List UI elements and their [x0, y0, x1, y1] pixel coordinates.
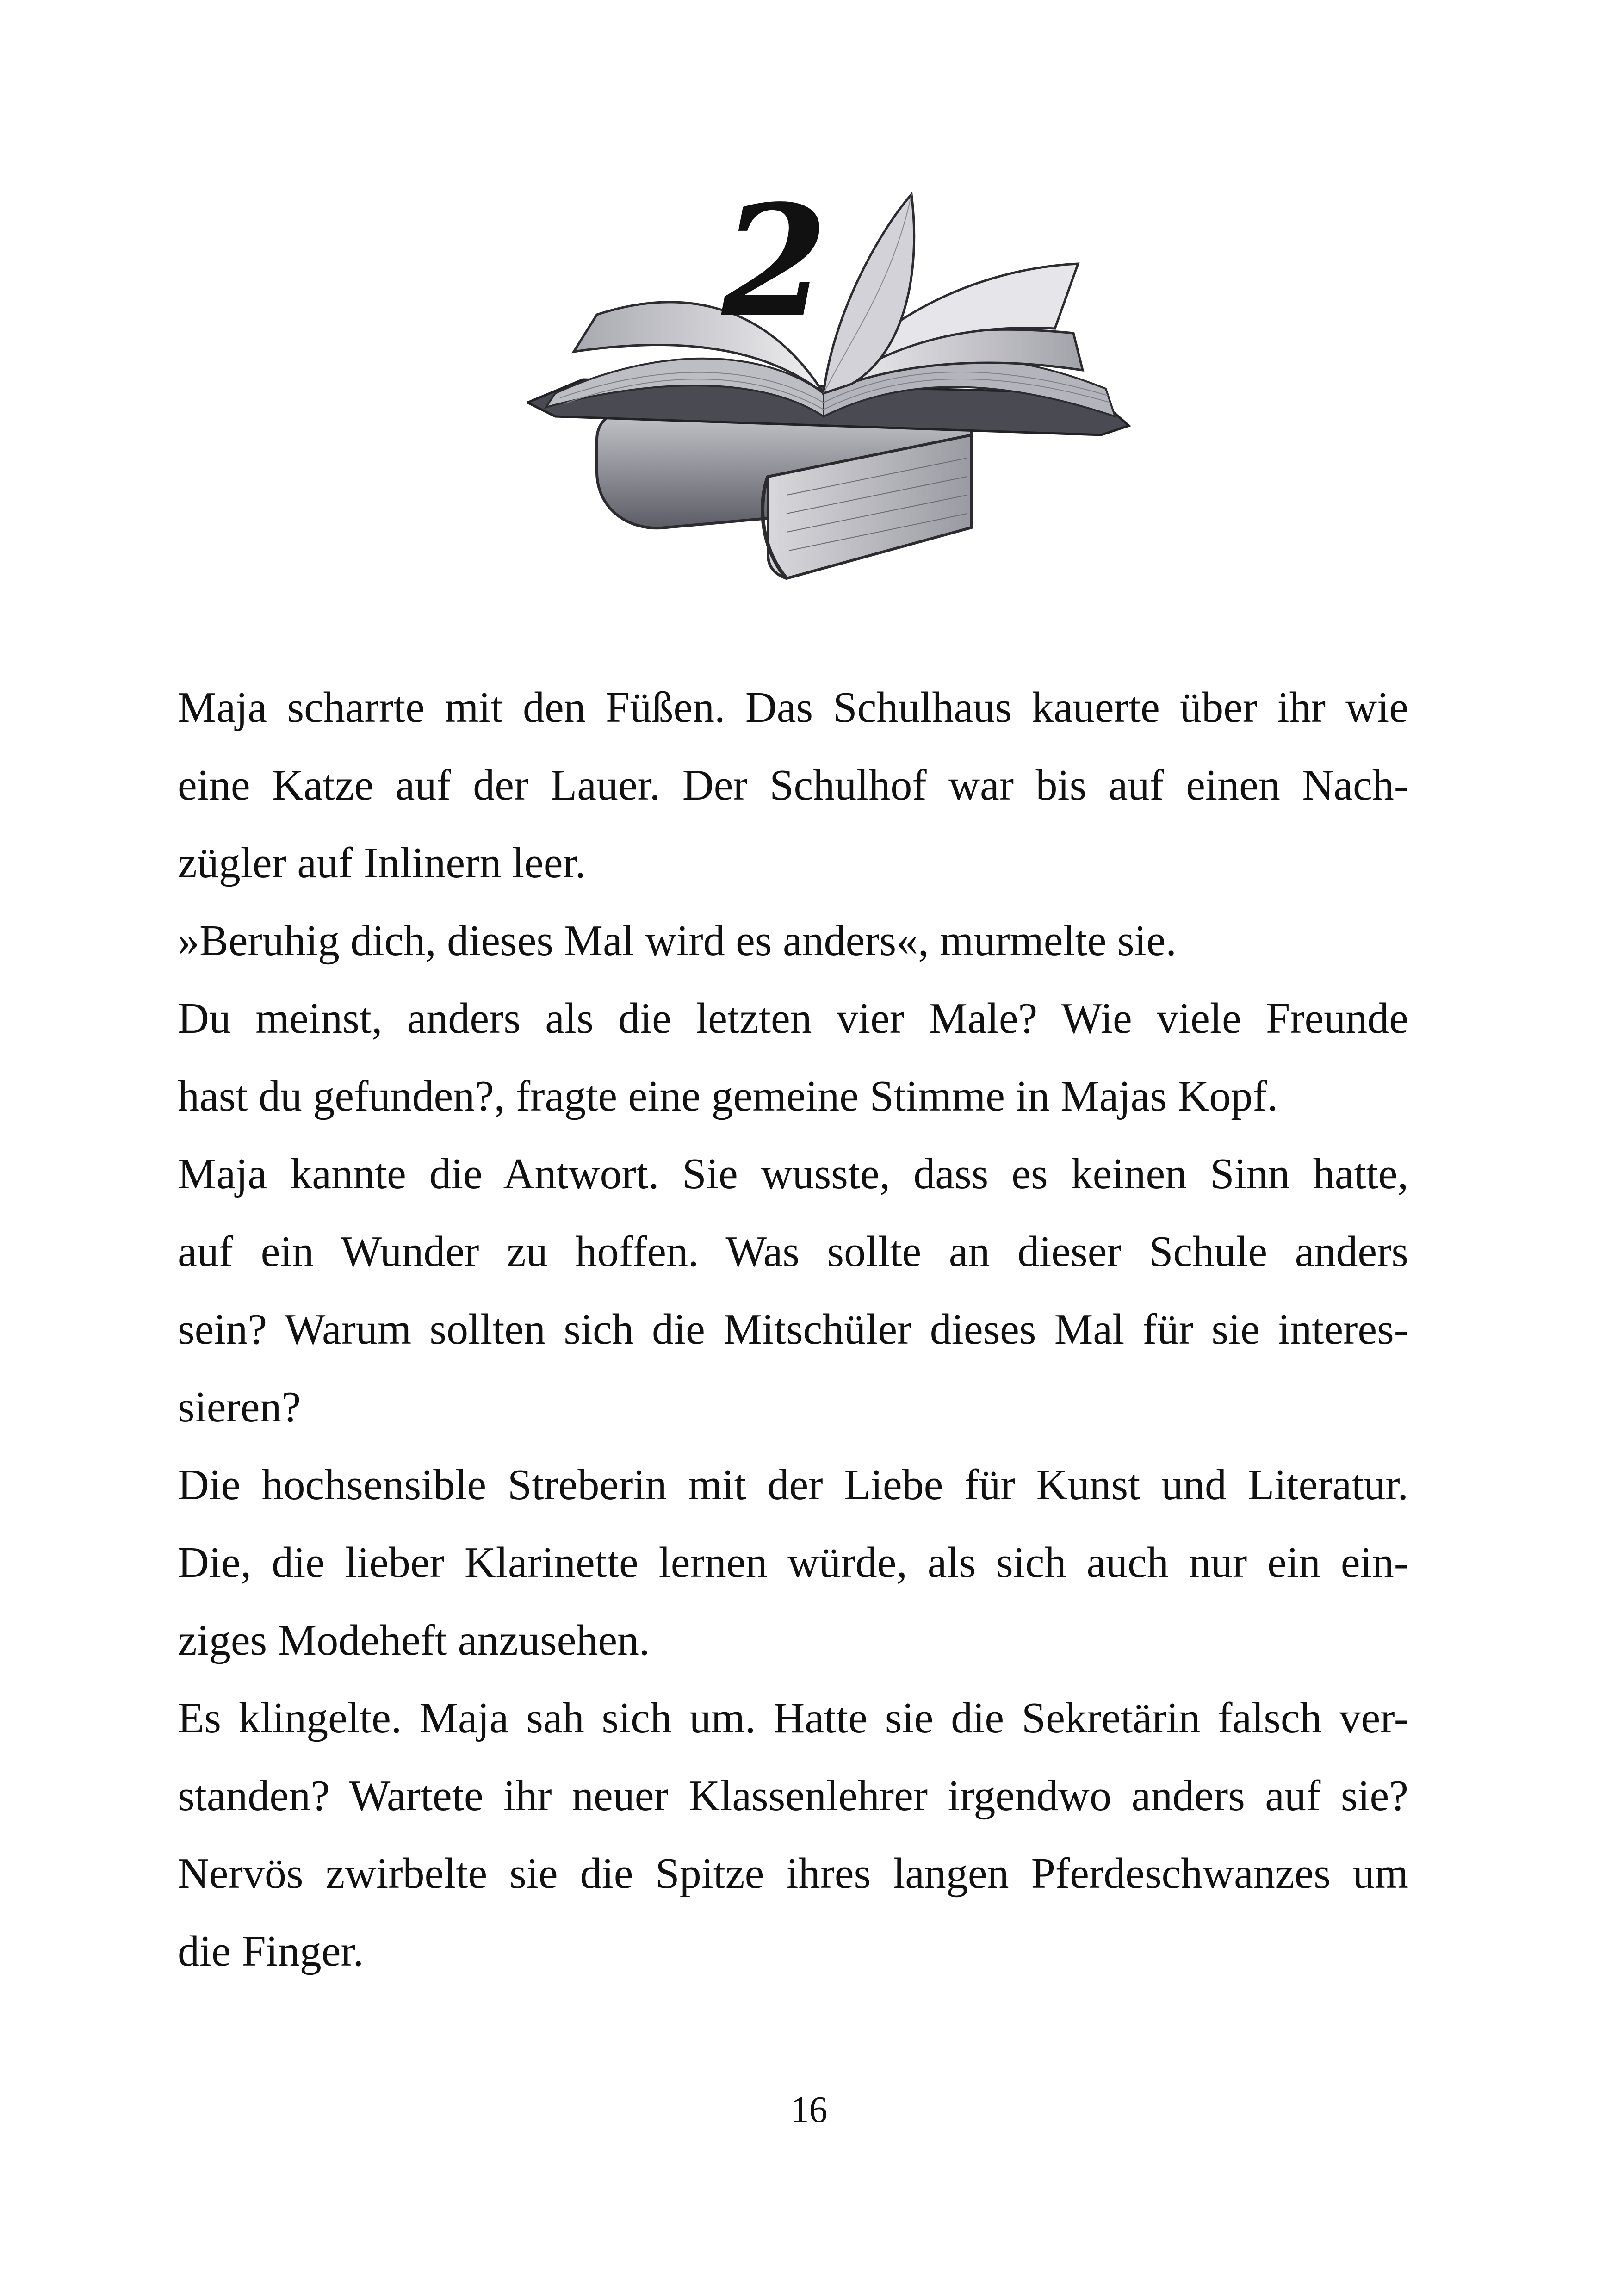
chapter-illustration — [527, 176, 1147, 583]
text-line: sieren? — [178, 1383, 301, 1431]
text-line: Die hochsensible Streberin mit der Liebe für Kunst und Literatur. — [178, 1461, 1408, 1509]
text-line: Es klingelte. Maja sah sich um. Hatte sie die Sekretärin falsch ver- — [178, 1694, 1408, 1742]
text-line: ziges Modeheft anzusehen. — [178, 1616, 650, 1664]
text-line: hast du gefunden?, fragte eine gemeine Stimme in Majas Kopf. — [178, 1072, 1278, 1120]
open-book-icon — [527, 194, 1129, 435]
text-line: Nervös zwirbelte sie die Spitze ihres langen Pferdeschwanzes um — [178, 1849, 1408, 1898]
text-line: standen? Wartete ihr neuer Klassenlehrer irgendwo anders auf sie? — [178, 1772, 1408, 1820]
text-line: Du meinst, anders als die letzten vier Male? Wie viele Freunde — [178, 994, 1408, 1043]
text-line: die Finger. — [178, 1927, 364, 1975]
text-line: zügler auf Inlinern leer. — [178, 839, 586, 887]
text-line: »Beruhig dich, dieses Mal wird es anders«, murmelte sie. — [178, 917, 1177, 965]
text-line: auf ein Wunder zu hoffen. Was sollte an dieser Schule anders — [178, 1228, 1408, 1276]
text-line: Maja kannte die Antwort. Sie wusste, dass es keinen Sinn hatte, — [178, 1150, 1408, 1198]
closed-book-icon — [597, 407, 972, 578]
chapter-number: 2 — [722, 176, 828, 351]
text-line: Die, die lieber Klarinette lernen würde, als sich auch nur ein ein- — [178, 1539, 1408, 1587]
chapter-text — [178, 669, 1408, 1990]
text-line: Maja scharrte mit den Füßen. Das Schulhaus kauerte über ihr wie — [178, 683, 1408, 732]
text-line: sein? Warum sollten sich die Mitschüler dieses Mal für sie interes- — [178, 1305, 1408, 1353]
text-line: eine Katze auf der Lauer. Der Schulhof war bis auf einen Nach- — [178, 761, 1408, 809]
page-number: 16 — [790, 2090, 828, 2130]
